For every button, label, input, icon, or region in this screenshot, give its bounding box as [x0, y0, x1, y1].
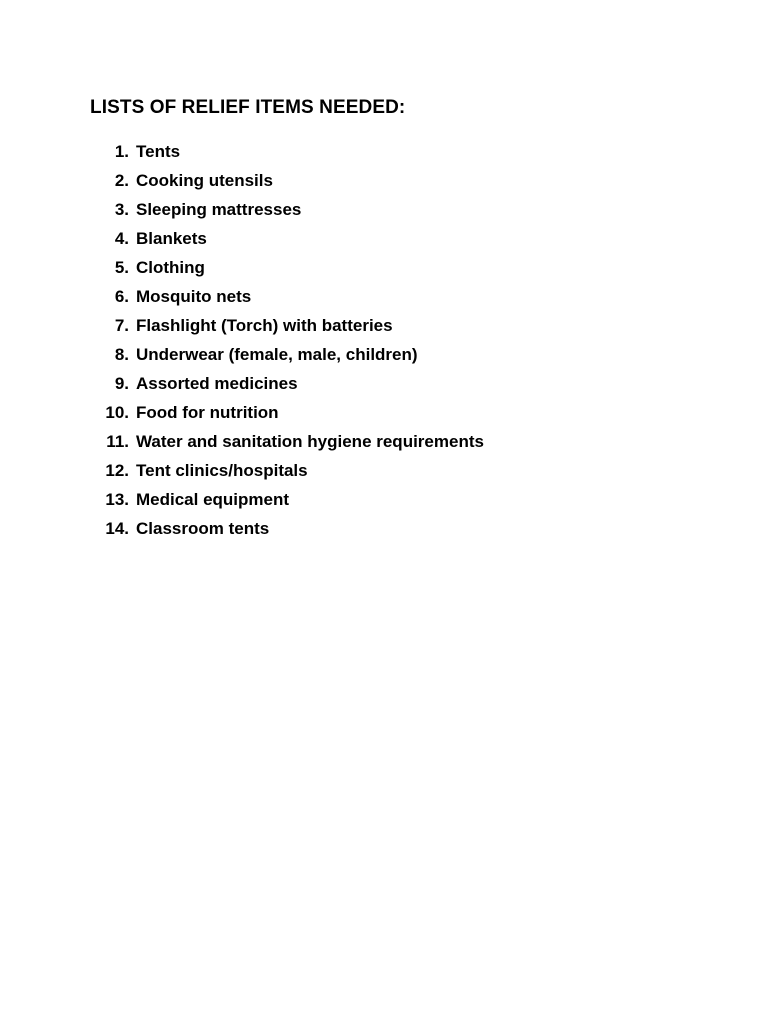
list-item-number: 6. [114, 287, 129, 306]
list-item-number: 13. [105, 490, 129, 509]
relief-items-list [96, 140, 484, 546]
list-item-label: Classroom tents [136, 519, 270, 538]
list-item-label: Underwear (female, male, children) [136, 345, 418, 364]
list-item-number: 4. [114, 229, 129, 248]
list-item [96, 256, 484, 285]
list-item-number: 7. [114, 316, 129, 335]
list-item-label: Water and sanitation hygiene requirements [136, 432, 484, 451]
list-item-number: 14. [105, 519, 129, 538]
list-item [96, 430, 484, 459]
document-heading: LISTS OF RELIEF ITEMS NEEDED: [90, 97, 406, 118]
list-item [96, 314, 484, 343]
list-item-number: 12. [105, 461, 129, 480]
list-item-label: Clothing [136, 258, 205, 277]
list-item [96, 372, 484, 401]
list-item [96, 227, 484, 256]
list-item-number: 5. [114, 258, 129, 277]
list-item-label: Sleeping mattresses [136, 200, 302, 219]
list-item-label: Assorted medicines [136, 374, 298, 393]
list-item-label: Tent clinics/hospitals [136, 461, 308, 480]
list-item-number: 1. [114, 142, 129, 161]
list-item-number: 2. [114, 171, 129, 190]
list-item-label: Food for nutrition [136, 403, 279, 422]
list-item [96, 140, 484, 169]
list-item [96, 488, 484, 517]
list-item-number: 8. [114, 345, 129, 364]
list-item [96, 169, 484, 198]
list-item-number: 11. [106, 432, 129, 451]
list-item-label: Cooking utensils [136, 171, 273, 190]
list-item [96, 459, 484, 488]
list-item-number: 10. [105, 403, 129, 422]
list-item [96, 285, 484, 314]
list-item [96, 343, 484, 372]
list-item [96, 198, 484, 227]
list-item-label: Flashlight (Torch) with batteries [136, 316, 393, 335]
list-item-label: Medical equipment [136, 490, 290, 509]
list-item [96, 401, 484, 430]
list-item-label: Tents [136, 142, 181, 161]
list-item [96, 517, 484, 546]
list-item-number: 3. [114, 200, 129, 219]
list-item-label: Mosquito nets [136, 287, 252, 306]
list-item-label: Blankets [136, 229, 207, 248]
list-item-number: 9. [114, 374, 129, 393]
